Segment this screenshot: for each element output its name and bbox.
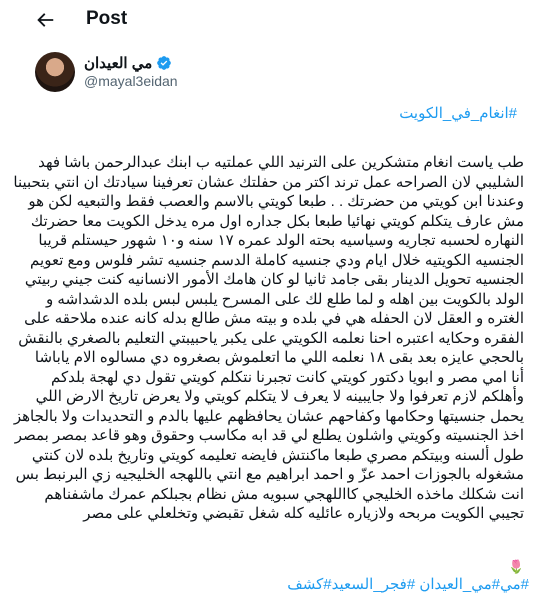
arrow-left-icon <box>34 9 56 31</box>
body-line: انت شكلك ماخذه الخليجي كااللهجي سبويه مش نظام بجبلكم عمرك ماشفناهم <box>44 485 524 503</box>
body-line: الغتره و العقل لان الحفله هي في بلده و بيته مش طالع بدله كانه عنده ملاحقه على <box>24 310 524 327</box>
body-line: الولد بالكويت بين اهله و لما طلع لك على المسرح يلبس لبس بلده الدشداشه و <box>45 290 524 308</box>
author-name[interactable]: مي العيدان <box>84 55 153 72</box>
avatar[interactable] <box>35 52 75 92</box>
body-line: النهاره لحسبه تجاريه وسياسيه بحته الولد عمره ١٧ سنه و١٠ شهور حيستلم قريبا <box>38 232 524 249</box>
tulip-emoji-icon: 🌷 <box>508 559 525 574</box>
back-button[interactable] <box>34 9 56 31</box>
page-title: Post <box>86 8 128 29</box>
body-line: أنا امي مصر و ابويا دكتور كويتي كانت تجبرنا نتكلم كويتي تقول دي لهجة بلدكم <box>50 368 524 386</box>
body-line: طول ألسنه وبيتكم مصري طبعا ماكنتش فايضه تعليمه كويتي وتاريخ بلده لان كنتي <box>31 446 524 464</box>
body-line: بالحجي عايزه بعد بقى ١٨ نعلمه اللي ما اتعلموش بصغروه دي مسالوه الام ياباشا <box>34 349 524 366</box>
body-line: طب ياست انغام متشكرين على الترنيد اللي عملتيه ب ابنك عبدالرحمن باشا فهد <box>38 154 524 171</box>
body-line: الشليبي لان الصراحه عمل ترند اكتر من حفلتك عشان تعرفينا سيادتك ان انتي بتحبينا <box>13 173 524 191</box>
post-body <box>13 153 524 524</box>
body-line: الجنسيه تحويل الدينار بقى جامد ثانيا لو كان هامك الأمور الانسانيه كنت جيني ربيتي <box>24 271 524 288</box>
verified-badge-icon <box>156 55 172 71</box>
body-line: الفقره وحكايه اعتبره احنا نعلمه الكويتي على يكبر ياحبيبتي التعليم بالصغري بالنقش <box>18 329 524 347</box>
body-line: الجنسيه الكويتيه خلال ايام ودي جنسيه كاملة الدسم جنسيه تشر فلوس ومع تعويم <box>30 251 524 269</box>
body-line: تجيبي الكويت مربحه ولازياره عائليه كله شغل تقبضي وتخلعلي على مصر <box>83 505 524 522</box>
body-line: اخذ الجنسيته وكويتي واشلون يطلع لي قد ابه مكاسب وحقوق وهو قاعد بمصر بمصر <box>14 427 524 444</box>
author-handle[interactable]: @mayal3eidan <box>84 73 178 89</box>
author-name-row <box>84 54 172 72</box>
hashtag-link[interactable]: #انغام_في_الكويت <box>399 105 517 122</box>
body-line: مش عارف يتكلم كويتي نهائيا طبعا بكل جداره اول مره يدخل الكويت معا حضرتك <box>30 212 524 230</box>
hashtags-bottom[interactable]: #مي#مي_العيدان #فجر_السعيد#كشف <box>287 576 529 593</box>
body-line: وعندنا ابن كويتي من حضرتك . . طبعا كويتي بالاسم والعصب فقط والتبعيه لكن هو <box>28 193 524 210</box>
body-line: مشغوله بالجوزات احمد عزّ و احمد ابراهيم مع انتي باللهجه الخليجيه زي البرنبط بس <box>15 466 524 483</box>
top-bar <box>0 0 559 40</box>
body-line: يحمل جنسيتها وحكامها وكفاحهم عشان يحافظهم عليها بالدم و التحديدات ولا بالجاهز <box>13 407 524 425</box>
body-line: وأهلكم لازم تعرفوا ولا جايبينه لا يعرف لا يتكلم كويتي ولا يعرض تاريخ الارض اللي <box>35 388 524 405</box>
